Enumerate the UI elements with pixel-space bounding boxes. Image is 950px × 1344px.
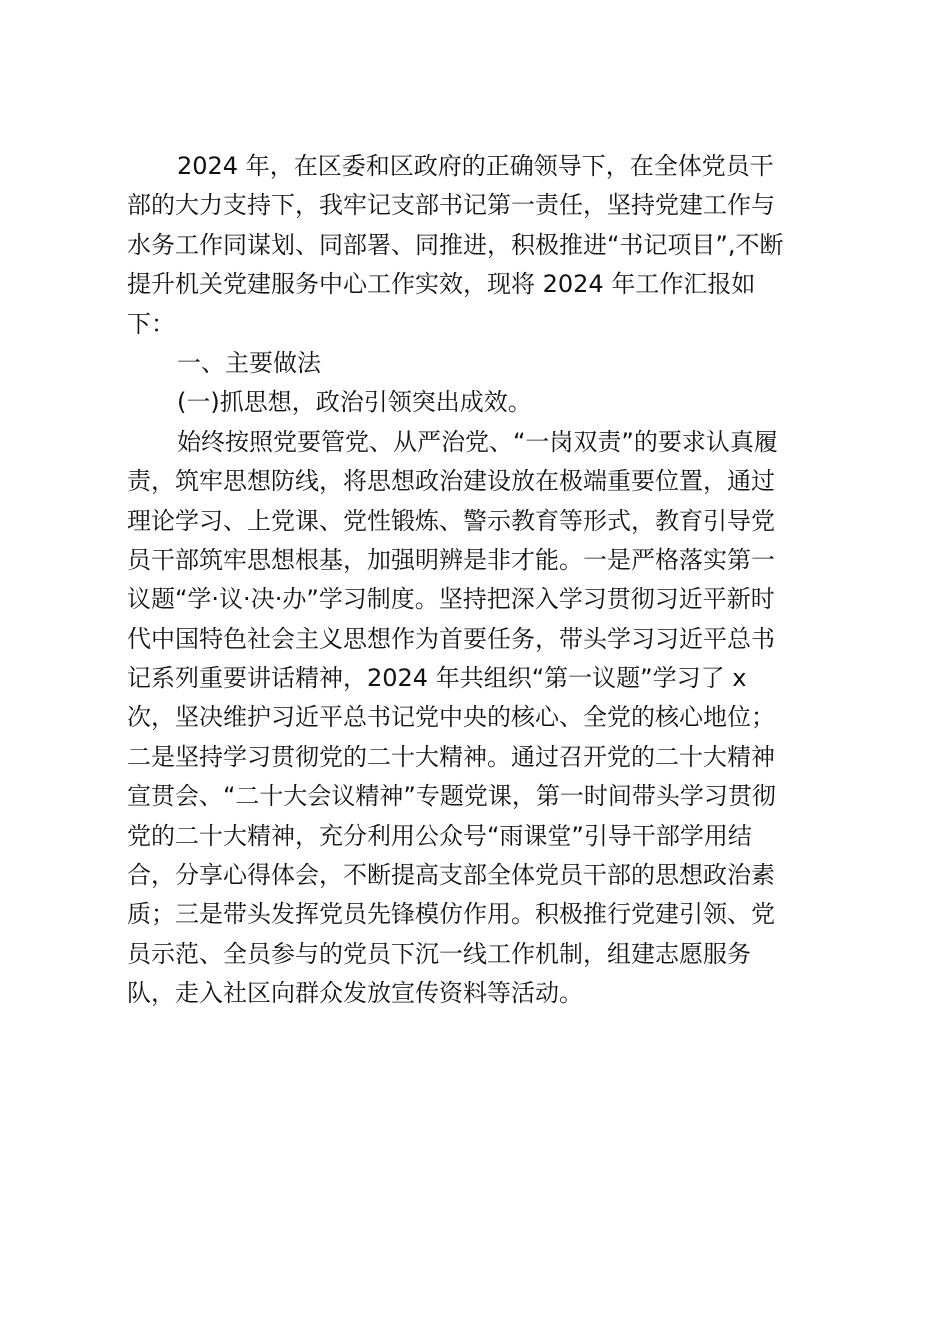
body-line: 代中国特色社会主义思想作为首要任务，带头学习习近平总书 (127, 624, 775, 653)
intro-line: 下： (127, 309, 175, 338)
body-line: 宣贯会、“二十大会议精神”专题党课，第一时间带头学习贯彻 (127, 782, 776, 811)
subsection-heading: (一)抓思想，政治引领突出成效。 (177, 388, 532, 417)
body-line: 议题“学·议·决·办”学习制度。坚持把深入学习贯彻习近平新时 (127, 585, 775, 614)
body-line: 责，筑牢思想防线，将思想政治建设放在极端重要位置，通过 (127, 467, 775, 496)
body-line: 党的二十大精神，充分利用公众号“雨课堂”引导干部学用结 (127, 821, 752, 850)
body-line: 始终按照党要管党、从严治党、“一岗双责”的要求认真履 (177, 427, 778, 456)
body-line: 质；三是带头发挥党员先锋模仿作用。积极推行党建引领、党 (127, 900, 775, 929)
body-line: 队，走入社区向群众发放宣传资料等活动。 (127, 979, 583, 1008)
body-line: 员干部筑牢思想根基，加强明辨是非才能。一是严格落实第一 (127, 545, 775, 574)
intro-line: 部的大力支持下，我牢记支部书记第一责任，坚持党建工作与 (127, 191, 775, 220)
intro-line: 水务工作同谋划、同部署、同推进，积极推进“书记项目”,不断 (127, 230, 784, 259)
body-line: 记系列重要讲话精神，2024 年共组织“第一议题”学习了 x (127, 664, 747, 693)
body-line: 合，分享心得体会，不断提高支部全体党员干部的思想政治素 (127, 861, 775, 890)
body-line: 次，坚决维护习近平总书记党中央的核心、全党的核心地位； (127, 703, 775, 732)
intro-line: 提升机关党建服务中心工作实效，现将 2024 年工作汇报如 (127, 270, 756, 299)
document-body (127, 147, 827, 1014)
section-heading: 一、主要做法 (177, 348, 321, 377)
body-line: 员示范、全员参与的党员下沉一线工作机制，组建志愿服务 (127, 939, 751, 968)
intro-line: 2024 年，在区委和区政府的正确领导下，在全体党员干 (177, 152, 774, 180)
body-line: 理论学习、上党课、党性锻炼、警示教育等形式，教育引导党 (127, 506, 775, 535)
body-line: 二是坚持学习贯彻党的二十大精神。通过召开党的二十大精神 (127, 742, 775, 771)
